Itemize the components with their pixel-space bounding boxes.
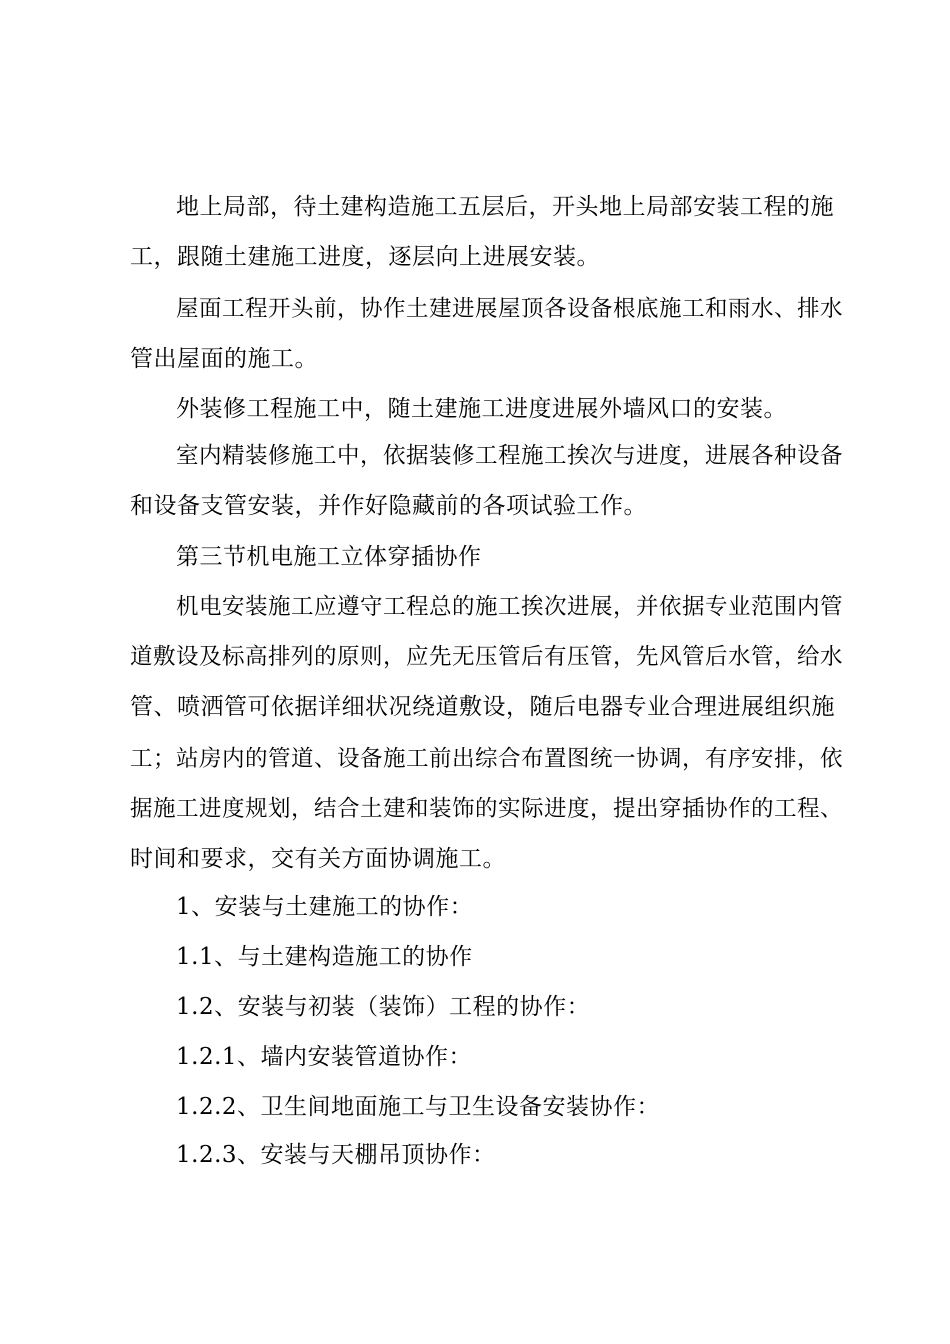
paragraph-line: 外装修工程施工中，随土建施工进度进展外墙风口的安装。 [176,396,787,422]
list-item: 1.2.2、卫生间地面施工与卫生设备安装协作： [176,1094,661,1120]
paragraph-line: 据施工进度规划，结合土建和装饰的实际进度，提出穿插协作的工程、 [130,796,844,822]
list-item: 1.2.1、墙内安装管道协作： [176,1044,473,1070]
paragraph-line: 机电安装施工应遵守工程总的施工挨次进展，并依据专业范围内管 [176,594,844,620]
section-heading: 第三节机电施工立体穿插协作 [176,544,482,570]
paragraph-line: 道敷设及标高排列的原则，应先无压管后有压管，先风管后水管，给水 [130,644,844,670]
paragraph-line: 地上局部，待土建构造施工五层后，开头地上局部安装工程的施 [176,194,834,220]
paragraph-line: 工；站房内的管道、设备施工前出综合布置图统一协调，有序安排，依 [130,746,844,772]
paragraph-line: 管、喷洒管可依据详细状况绕道敷设，随后电器专业合理进展组织施 [130,694,835,720]
paragraph-line: 屋面工程开头前，协作土建进展屋顶各设备根底施工和雨水、排水 [176,296,844,322]
paragraph-line: 工，跟随土建施工进度，逐层向上进展安装。 [130,244,600,270]
list-item: 1.2、安装与初装（装饰）工程的协作： [176,994,591,1020]
paragraph-line: 时间和要求，交有关方面协调施工。 [130,846,506,872]
paragraph-line: 和设备支管安装，并作好隐藏前的各项试验工作。 [130,493,647,519]
list-item: 1.1、与土建构造施工的协作 [176,944,473,970]
list-item: 1.2.3、安装与天棚吊顶协作： [176,1142,496,1168]
list-item: 1、安装与土建施工的协作： [176,894,474,920]
paragraph-line: 室内精装修施工中，依据装修工程施工挨次与进度，进展各种设备 [176,443,844,469]
paragraph-line: 管出屋面的施工。 [130,346,318,372]
